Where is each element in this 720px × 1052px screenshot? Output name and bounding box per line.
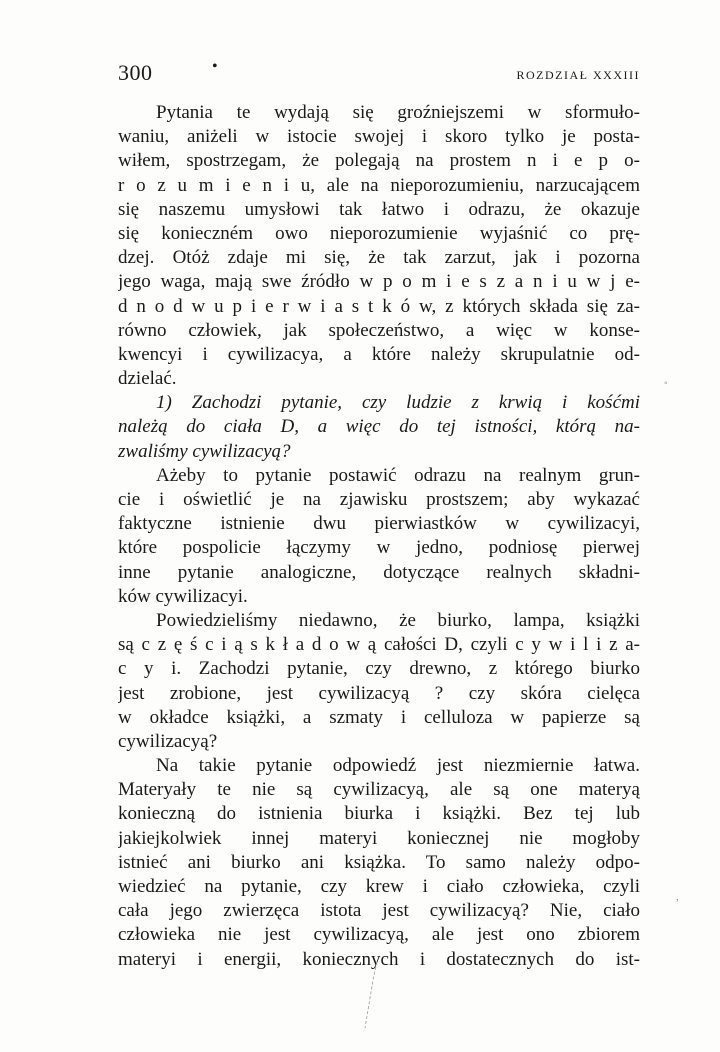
margin-speck-icon: , [676, 892, 679, 903]
text-line: należą do ciała D, a więc do tej istności, którą na- [118, 416, 640, 438]
text-line: które pospolicie łączymy w jedno, podniosę pierwej [118, 537, 640, 559]
text-line: Materyały te nie są cywilizacyą, ale są one materyą [118, 779, 640, 801]
text-line: się konieczném owo nieporozumienie wyjaśnić co prę- [118, 222, 640, 244]
text-line: Na takie pytanie odpowiedź jest niezmiernie łatwa. [156, 755, 640, 777]
text-line: są c z ę ś c i ą s k ł a d o w ą całości D, czyli c y w i l i z a- [118, 634, 640, 656]
text-line: wiedzieć na pytanie, czy krew i ciało człowieka, czyli [118, 876, 640, 897]
text-line: dzielać. [118, 368, 177, 390]
running-head: ROZDZIAŁ XXXIII [516, 68, 640, 82]
text-line: Powiedzieliśmy niedawno, że biurko, lampa, książki [156, 609, 640, 631]
text-line: 1) Zachodzi pytanie, czy ludzie z krwią i kośćmi [156, 392, 640, 414]
text-line: r o z u m i e n i u, ale na nieporozumieniu, narzucającem [118, 174, 640, 196]
text-line: Ażeby to pytanie postawić odrazu na realnym grun- [156, 464, 640, 486]
pencil-mark-icon [355, 960, 385, 1030]
text-line: waniu, aniżeli w istocie swojej i skoro tylko je posta- [118, 126, 640, 148]
text-line: konieczną do istnienia biurka i książki. Bez tej lub [118, 803, 640, 825]
text-line: jego waga, mają swe źródło w p o m i e s z a n i u w j e- [118, 271, 640, 293]
text-line: zwaliśmy cywilizacyą? [118, 440, 291, 462]
text-line: cywilizacyą? [118, 730, 218, 752]
text-line: istnieć ani biurko ani książka. To samo należy odpo- [118, 851, 640, 873]
text-line: wiłem, spostrzegam, że polegają na prostem n i e p o- [118, 150, 640, 172]
text-line: dzej. Otóż zdaje mi się, że tak zarzut, jak i pozorna [118, 247, 640, 269]
text-line: cie i oświetlić je na zjawisku prostszem; aby wykazać [118, 489, 640, 510]
text-line: kwencyi i cywilizacya, a które należy skrupulatnie od- [118, 343, 640, 365]
text-line: się naszemu umysłowi tak łatwo i odrazu, że okazuje [118, 198, 640, 220]
body-text [118, 101, 640, 972]
text-line: faktyczne istnienie dwu pierwiastków w cywilizacyi, [118, 513, 640, 535]
text-line: ków cywilizacyi. [118, 585, 248, 607]
text-line: inne pytanie analogiczne, dotyczące realnych składni- [118, 561, 640, 583]
text-line: człowieka nie jest cywilizacyą, ale jest ono zbiorem [118, 924, 640, 946]
text-line: cała jego zwierzęca istota jest cywilizacyą? Nie, ciało [118, 900, 640, 922]
text-line: materyi i energii, koniecznych i dostatecznych do ist- [118, 948, 640, 970]
header-dot: • [212, 58, 218, 75]
text-line: jest zrobione, jest cywilizacyą ? czy skóra cielęca [118, 682, 640, 704]
text-line: w okładce książki, a szmaty i celluloza w papierze są [118, 706, 640, 728]
margin-speck-icon: ◦ [664, 378, 668, 389]
text-line: Pytania te wydają się groźniejszemi w sformuło- [156, 102, 640, 123]
text-line: c y i. Zachodzi pytanie, czy drewno, z którego biurko [118, 658, 640, 680]
text-line: d n o d w u p i e r w i a s t k ó w, z których składa się za- [118, 295, 640, 317]
page-number: 300 [118, 60, 153, 85]
text-line: równo człowiek, jak społeczeństwo, a więc w konse- [118, 319, 640, 341]
text-line: jakiejkolwiek innej materyi koniecznej nie mogłoby [118, 827, 640, 849]
page-header [118, 60, 640, 90]
